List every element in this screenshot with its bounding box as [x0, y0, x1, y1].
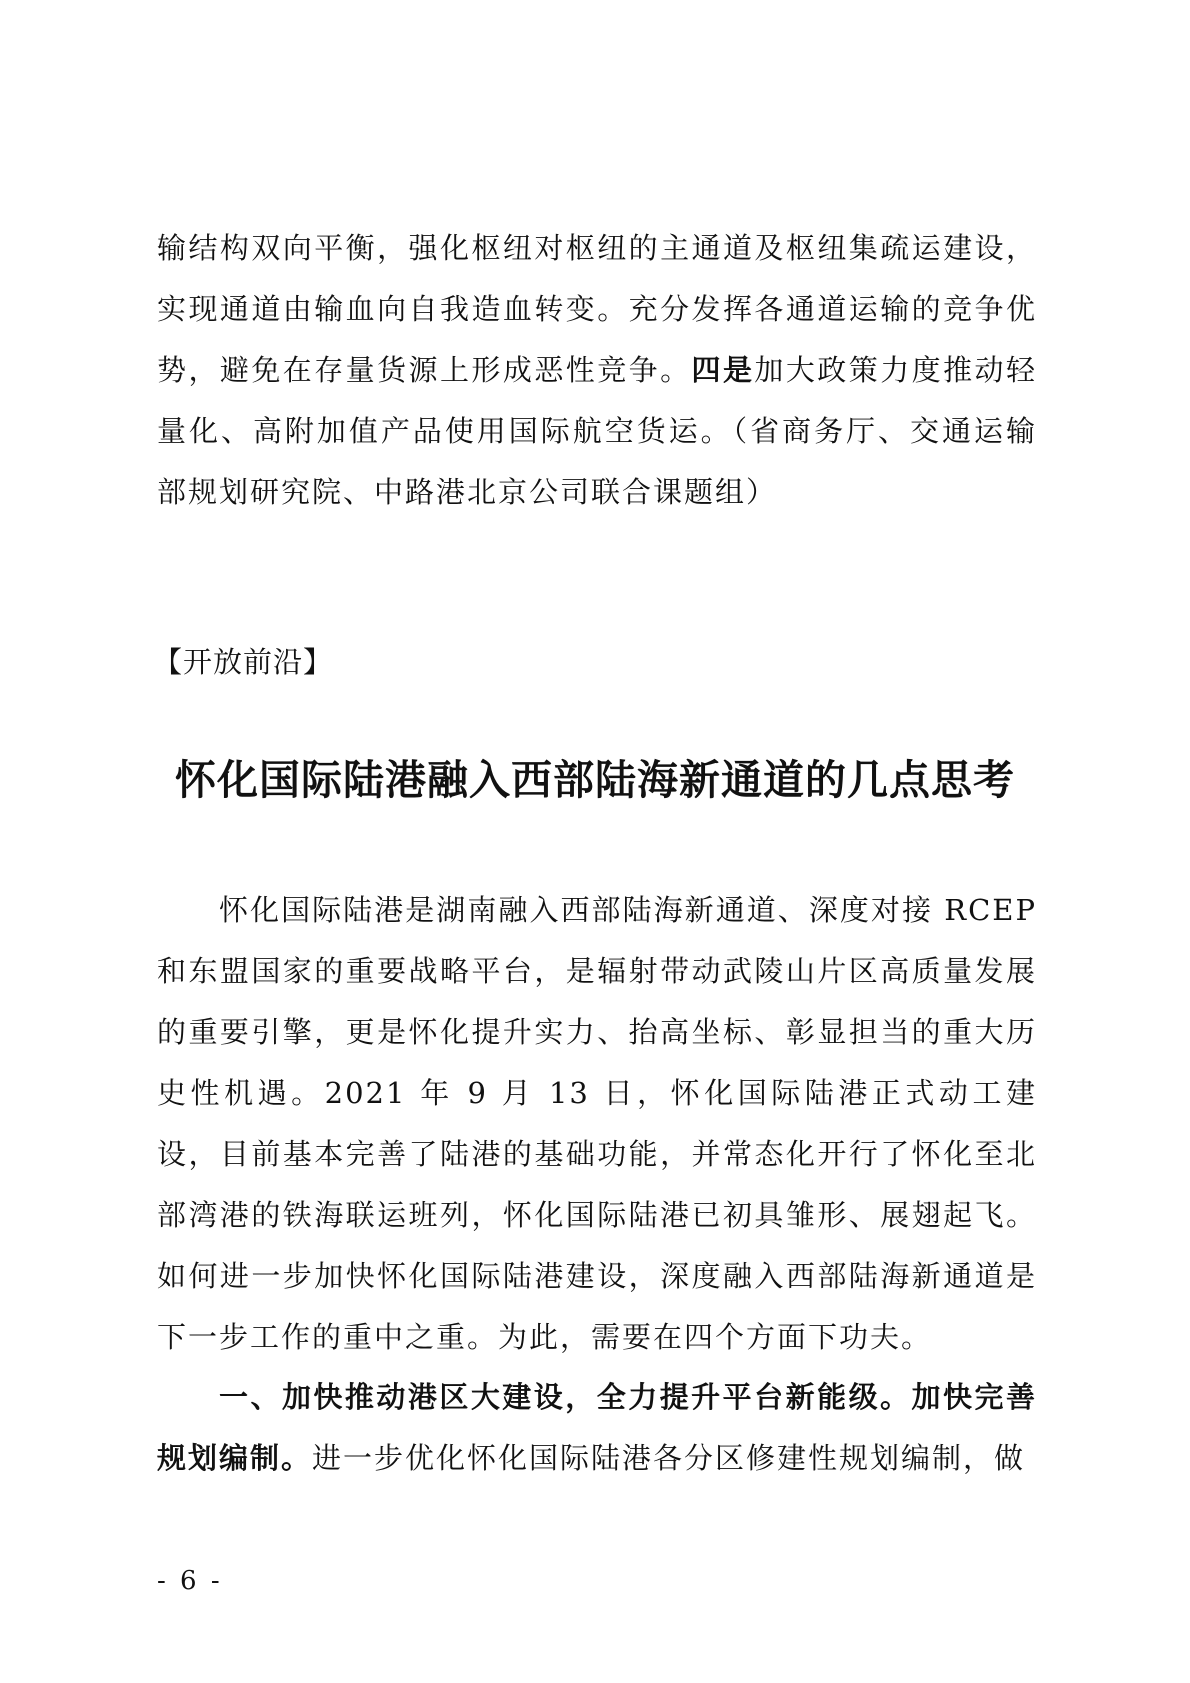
section-one-paragraph: [157, 1367, 1037, 1489]
paragraph-text: 输结构双向平衡，强化枢纽对枢纽的主通道及枢纽集疏运建设，实现通道由输血向自我造血转变。充分发挥各通道运输的竞争优势，避免在存量货源上形成恶性竞争。: [157, 231, 1037, 387]
article-title: 怀化国际陆港融入西部陆海新通道的几点思考: [175, 756, 1015, 804]
paragraph-bold-marker: 四是: [691, 353, 755, 387]
continued-paragraph: [157, 218, 1037, 523]
paragraph-text-continued: 加大政策力度推动轻量化、高附加值产品使用国际航空货运。（省商务厅、交通运输部规划研究院、中路港北京公司联合课题组）: [157, 353, 1037, 509]
section-text: 进一步优化怀化国际陆港各分区修建性规划编制，做: [312, 1441, 1026, 1475]
page-number: - 6 -: [157, 1566, 223, 1596]
section-tag: 【开放前沿】: [153, 645, 334, 679]
section-lead: 加快完善规划编制。: [157, 1380, 1037, 1475]
intro-paragraph: 怀化国际陆港是湖南融入西部陆海新通道、深度对接 RCEP 和东盟国家的重要战略平台，是辐射带动武陵山片区高质量发展的重要引擎，更是怀化提升实力、抬高坐标、彰显担当的重大历史性机遇。2021 年 9 月 13 日，怀化国际陆港正式动工建设，目前基本完善了陆港的基础功能，并常态化开行了怀化至北部湾港的铁海联运班列，怀化国际陆港已初具雏形、展翅起飞。如何进一步加快怀化国际陆港建设，深度融入西部陆海新通道是下一步工作的重中之重。为此，需要在四个方面下功夫。: [157, 893, 1037, 1354]
section-heading: 一、加快推动港区大建设，全力提升平台新能级。: [219, 1380, 912, 1414]
